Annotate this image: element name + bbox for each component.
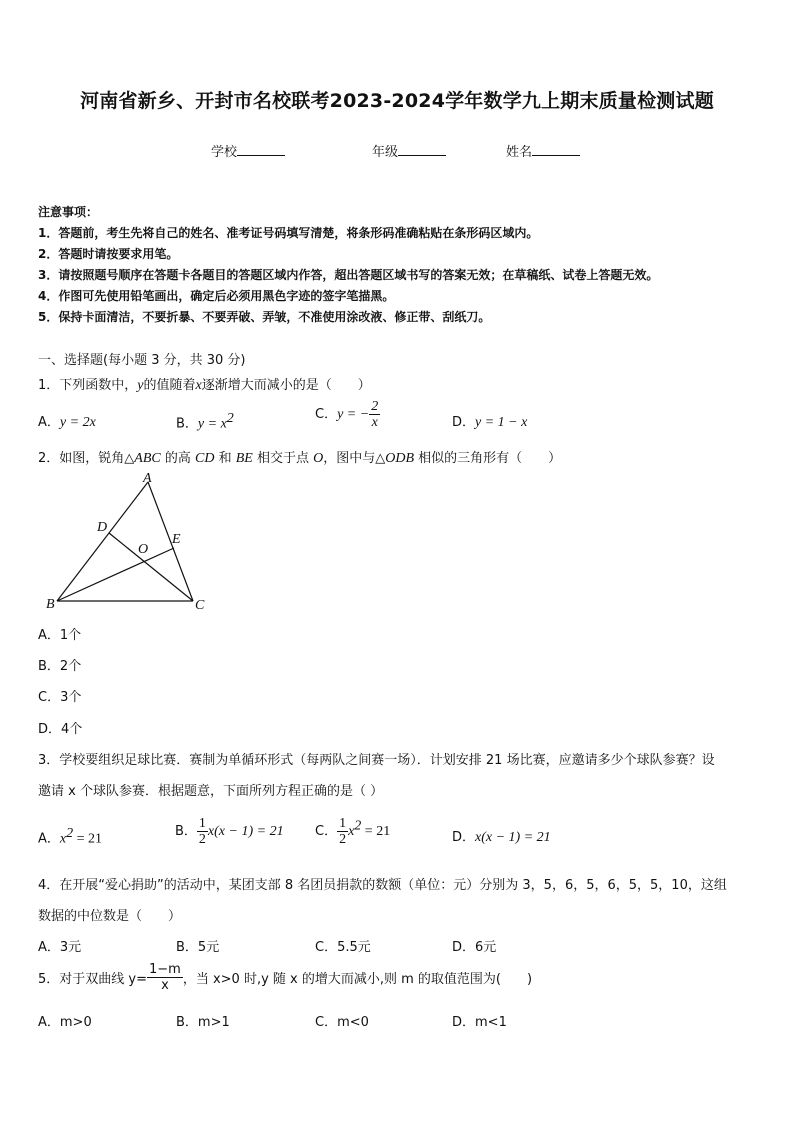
- grade-blank: [398, 143, 446, 156]
- point-label-e: E: [172, 532, 181, 547]
- q3-option-b: [175, 816, 284, 847]
- q5-fraction: [147, 962, 183, 993]
- option-label: A．: [38, 831, 60, 847]
- option-expr: y = 2x: [59, 415, 96, 430]
- school-blank: [237, 143, 285, 156]
- q2-option-b: B．2个: [38, 659, 82, 674]
- q2-stem-text: ，图中与△: [323, 451, 386, 466]
- option-expr: x: [348, 824, 355, 839]
- q2-stem-text: 2．如图，锐角△: [38, 451, 135, 466]
- notice-item: 4．作图可先使用铅笔画出，确定后必须用黑色字迹的签字笔描黑。: [38, 289, 395, 303]
- option-expr: y = 1 − x: [475, 415, 528, 430]
- fraction-denominator: x: [371, 415, 378, 430]
- q5-stem-text: 5．对于双曲线 y=: [38, 972, 147, 987]
- name-field: [506, 141, 580, 160]
- option-sup: 2: [226, 411, 234, 426]
- q1-option-a: [38, 411, 96, 431]
- fraction-denominator: 2: [198, 832, 206, 847]
- section-heading: 一、选择题(每小题 3 分，共 30 分): [38, 353, 246, 368]
- question-3-line-1: 3．学校要组织足球比赛．赛制为单循环形式（每两队之间赛一场）．计划安排 21 场比赛，应邀请多少个球队参赛？设: [38, 753, 715, 768]
- name-blank: [532, 143, 580, 156]
- q2-stem-text: 相交于点: [252, 451, 314, 466]
- q2-stem-text: 和: [214, 451, 236, 466]
- option-expr: y = x: [197, 416, 227, 432]
- page-title: 河南省新乡、开封市名校联考2023-2024学年数学九上期末质量检测试题: [80, 90, 714, 112]
- q5-option-c: C．m<0: [315, 1015, 369, 1030]
- option-label: C．: [315, 824, 338, 839]
- option-expr: x: [59, 831, 67, 847]
- school-field: [211, 141, 285, 160]
- q1-var-y: y: [137, 378, 144, 393]
- q1-option-b: [176, 411, 234, 432]
- fraction-numerator: 1: [198, 816, 206, 831]
- grade-field: [372, 141, 446, 160]
- q2-math: BE: [235, 451, 253, 466]
- notice-heading: 注意事项：: [38, 205, 99, 219]
- question-1-stem: [38, 374, 371, 394]
- q2-stem-text: 相似的三角形有（ ）: [414, 451, 562, 466]
- vertex-label-a: A: [143, 471, 152, 486]
- q2-option-c: C．3个: [38, 690, 82, 705]
- option-expr: = 21: [73, 831, 103, 847]
- fraction-denominator: x: [161, 978, 169, 993]
- option-label: B．: [175, 824, 197, 839]
- q2-option-a: A．1个: [38, 628, 82, 643]
- fraction-numerator: 2: [371, 399, 379, 414]
- q4-option-a: A．3元: [38, 940, 82, 955]
- question-2-stem: [38, 447, 561, 467]
- q2-option-d: D．4个: [38, 722, 83, 737]
- point-label-o: O: [138, 542, 149, 557]
- q5-option-b: B．m>1: [176, 1015, 230, 1030]
- option-label: A．: [38, 415, 60, 430]
- option-expr: = 21: [361, 824, 391, 839]
- q1-option-d: [452, 411, 527, 431]
- option-fraction: [197, 816, 208, 847]
- option-expr: y = −: [337, 407, 370, 422]
- q2-math: ABC: [134, 451, 161, 466]
- q1-var-x: x: [195, 378, 202, 393]
- q3-option-c: [315, 816, 390, 847]
- point-label-d: D: [97, 520, 108, 535]
- notice-item: 1．答题前，考生先将自己的姓名、准考证号码填写清楚，将条形码准确粘贴在条形码区域内。: [38, 226, 539, 240]
- q1-stem-text: 1．下列函数中，: [38, 378, 138, 393]
- side-ab: [57, 482, 148, 601]
- fraction-denominator: 2: [339, 832, 347, 847]
- q3-option-d: [452, 826, 551, 846]
- notice-item: 2．答题时请按要求用笔。: [38, 247, 179, 261]
- q5-option-d: D．m<1: [452, 1015, 507, 1030]
- name-label: 姓名: [506, 145, 533, 160]
- q1-stem-text: 逐渐增大而减小的是（ ）: [201, 378, 371, 393]
- vertex-label-c: C: [195, 598, 205, 613]
- grade-label: 年级: [372, 145, 399, 160]
- notice-item: 5．保持卡面清洁，不要折暴、不要弄破、弄皱，不准使用涂改液、修正带、刮纸刀。: [38, 310, 491, 324]
- q1-option-c: [315, 399, 380, 430]
- option-label: B．: [176, 416, 198, 432]
- q4-option-d: D．6元: [452, 940, 497, 955]
- q2-math: CD: [195, 451, 215, 466]
- q3-option-a: [38, 826, 102, 847]
- fraction-numerator: 1: [339, 816, 347, 831]
- option-sup: 2: [354, 818, 362, 834]
- option-label: D．: [452, 415, 476, 430]
- question-4-line-2: 数据的中位数是（ ）: [38, 909, 182, 924]
- option-fraction: [337, 816, 348, 847]
- option-fraction: [369, 399, 380, 430]
- option-sup: 2: [66, 826, 74, 841]
- vertex-label-b: B: [46, 597, 55, 612]
- q1-stem-text: 的值随着: [143, 378, 196, 393]
- question-3-line-2: 邀请 x 个球队参赛．根据题意，下面所列方程正确的是（ ）: [38, 784, 384, 799]
- question-5-stem: [38, 962, 532, 993]
- altitude-be: [57, 548, 174, 601]
- question-4-line-1: 4．在开展“爱心捐助”的活动中，某团支部 8 名团员捐款的数额（单位：元）分别为 3，5，6，5，6，5，5，10，这组: [38, 878, 727, 893]
- triangle-figure: [40, 468, 215, 618]
- fraction-numerator: 1−m: [149, 962, 181, 977]
- notice-item: 3．请按照题号顺序在答题卡各题目的答题区域内作答，超出答题区域书写的答案无效；在草稿纸、试卷上答题无效。: [38, 268, 659, 282]
- q5-stem-text: ，当 x>0 时,y 随 x 的增大而减小,则 m 的取值范围为( ): [182, 972, 533, 987]
- school-label: 学校: [211, 145, 238, 160]
- option-expr: x(x − 1) = 21: [207, 824, 284, 839]
- q4-option-c: C．5.5元: [315, 940, 371, 955]
- q2-math: ODB: [385, 451, 414, 466]
- option-label: C．: [315, 407, 338, 422]
- q4-option-b: B．5元: [176, 940, 220, 955]
- q5-option-a: A．m>0: [38, 1015, 92, 1030]
- option-expr: x(x − 1) = 21: [475, 830, 551, 845]
- q2-stem-text: 的高: [160, 451, 195, 466]
- q2-math: O: [313, 451, 324, 466]
- option-label: D．: [452, 830, 476, 845]
